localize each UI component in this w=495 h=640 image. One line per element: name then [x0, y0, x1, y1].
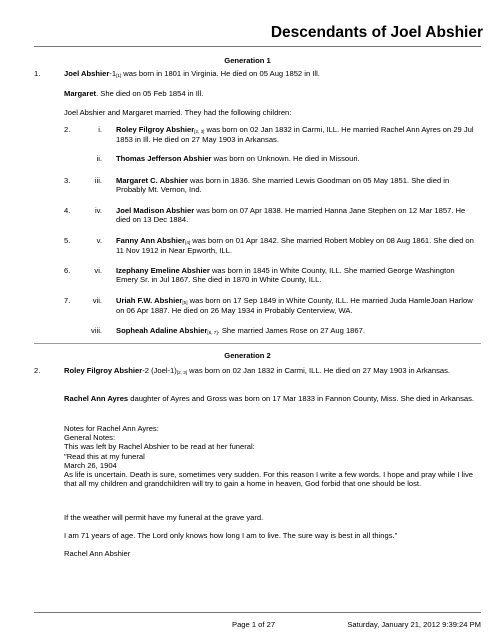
source-ref: [5]: [182, 300, 188, 305]
entry-text: was born in 1801 in Virginia. He died on 05 Aug 1852 in Ill.: [121, 69, 320, 78]
child-number: 6.: [64, 266, 71, 275]
child-number: 2.: [64, 125, 71, 134]
person-name: Roley Filgroy Abshier: [64, 366, 143, 375]
entry-text: . She married James Rose on 27 Aug 1867.: [217, 326, 365, 335]
notes-line: This was left by Rachel Abshier to be read at her funeral:: [64, 442, 255, 452]
child-entry: [116, 125, 476, 144]
generation-divider: [34, 343, 481, 344]
entry-text: was born on Unknown. He died in Missouri.: [211, 154, 360, 163]
child-number: 7.: [64, 296, 71, 305]
person-name: Margaret C. Abshier: [116, 176, 188, 185]
entry-text: daughter of Ayres and Gross was born on 17 Mar 1833 in Fannon County, Miss. She died in Arkansas.: [128, 394, 475, 403]
person-name: Thomas Jefferson Abshier: [116, 154, 212, 163]
entry-text: was born on 17 Sep 1849 in White County, ILL. He married Juda HamleJoan Harlow on 06 Apr 1887. He died on 26 May 1934 in Probably Centerview, WA.: [116, 296, 473, 316]
generation-suffix: -2 (Joel-1): [142, 366, 177, 375]
generation-suffix: -1: [109, 69, 117, 78]
entry-text: was born in 1836. She married Lewis Goodman on 05 May 1851. She died in Probably Mt. Vernon, Ind.: [116, 176, 450, 195]
entry-text: . She died on 05 Feb 1854 in Ill.: [96, 89, 204, 98]
child-entry: [116, 176, 476, 194]
entry-text: was born on 02 Jan 1832 in Carmi, ILL. He married Rachel Ann Ayres on 29 Jul 1853 in Ill. He died on 27 May 1903 in Arkansas.: [116, 125, 474, 145]
child-roman: vi.: [94, 266, 102, 275]
entry-text: was born on 07 Apr 1838. He married Hanna Jane Stephen on 12 Mar 1857. He died on 13 Dec 1884.: [116, 206, 466, 225]
joel-entry: [64, 69, 474, 79]
title-divider: [34, 46, 481, 47]
child-number: 3.: [64, 176, 71, 185]
marriage-line: Joel Abshier and Margaret married. They had the following children:: [64, 108, 292, 117]
entry-text: was born in 1845 in White County, ILL. She married George Washington Emery Sr. in Jul 1867. She died in 1870 in White County, ILL.: [116, 266, 455, 285]
child-number: 5.: [64, 236, 71, 245]
child-entry: [116, 154, 476, 163]
roley-entry: [64, 366, 476, 376]
generation-2-heading: Generation 2: [224, 351, 271, 360]
person-name: Uriah F.W. Abshier: [116, 296, 183, 305]
notes-line: "Read this at my funeral: [64, 451, 145, 461]
weather-line: If the weather will permit have my funeral at the grave yard.: [64, 513, 264, 522]
page-number: Page 1 of 27: [232, 620, 276, 629]
entry-number: 2.: [34, 366, 41, 375]
person-name: Joel Abshier: [64, 69, 110, 78]
entry-text: was born on 02 Jan 1832 in Carmi, ILL. He died on 27 May 1903 in Arkansas.: [187, 366, 451, 375]
child-entry: [116, 266, 476, 284]
source-ref: [1]: [116, 73, 122, 78]
generation-1-heading: Generation 1: [224, 56, 271, 65]
child-entry: [116, 236, 476, 255]
notes-line: As life is uncertain. Death is sure, sometimes very sudden. For this reason I write a few words. I hope and pray while I live that all my children and grandchildren will try to gain a home in heaven, God forbid that one should be lost.: [64, 470, 473, 489]
child-roman: viii.: [91, 326, 102, 335]
entry-number: 1.: [34, 69, 41, 78]
person-name: Joel Madison Abshier: [116, 206, 195, 215]
person-name: Fanny Ann Abshier: [116, 236, 186, 245]
source-ref: [2, 3]: [176, 370, 188, 375]
print-date: Saturday, January 21, 2012 9:39:24 PM: [347, 620, 481, 629]
entry-text: was born on 01 Apr 1842. She married Robert Mobley on 08 Aug 1861. She died on 11 Nov 1912 in Near Epworth, ILL.: [116, 236, 474, 256]
person-name: Margaret: [64, 89, 97, 98]
child-roman: iv.: [94, 206, 102, 215]
child-roman: i.: [98, 125, 102, 134]
child-roman: ii.: [96, 154, 102, 163]
person-name: Izephany Emeline Abshier: [116, 266, 210, 275]
spouse-entry: [64, 89, 474, 98]
signature-line: Rachel Ann Abshier: [64, 549, 131, 558]
notes-line: General Notes:: [64, 433, 116, 443]
spouse-entry: [64, 394, 476, 403]
person-name: Rachel Ann Ayres: [64, 394, 129, 403]
child-roman: vii.: [92, 296, 102, 305]
person-name: Roley Filgroy Abshier: [116, 125, 195, 134]
footer-divider: [34, 612, 481, 613]
child-number: 4.: [64, 206, 71, 215]
source-ref: [4]: [185, 240, 191, 245]
child-entry: [116, 206, 476, 224]
child-entry: [116, 296, 476, 315]
notes-block: [64, 424, 476, 488]
person-name: Sopheah Adaline Abshier: [116, 326, 208, 335]
child-roman: v.: [96, 236, 102, 245]
child-entry: [116, 326, 476, 336]
source-ref: [2, 3]: [194, 129, 205, 134]
child-roman: iii.: [94, 176, 102, 185]
notes-line: March 26, 1904: [64, 460, 117, 470]
notes-line: Notes for Rachel Ann Ayres:: [64, 424, 159, 433]
age-line: I am 71 years of age. The Lord only knows how long I am to live. The sure way is best in all things.": [64, 531, 398, 540]
page-title: Descendants of Joel Abshier: [270, 24, 483, 41]
source-ref: [6, 7]: [207, 330, 218, 335]
